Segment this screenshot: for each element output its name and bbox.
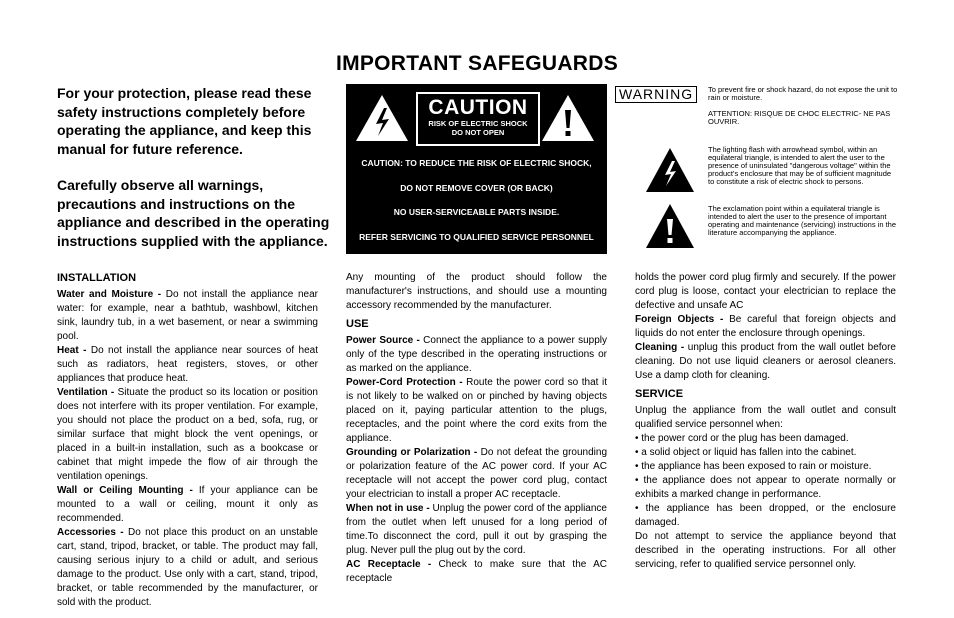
use-item: Power Source - Connect the appliance to a power supply only of the type described in the operating instructions or as marked on the appliance.	[346, 335, 607, 374]
lightning-explanation: The lighting flash with arrowhead symbol, within an equilateral triangle, is intended to alert the user to the presence of uninsulated "dangerous voltage" within the product's enclosure that may be of sufficient magnitude to constitute a risk of electric shock to persons.	[708, 145, 892, 186]
service-intro: Unplug the appliance from the wall outlet and consult qualified service personnel when:	[635, 405, 896, 430]
exclamation-explanation: The exclamation point within a equilateral triangle is intended to alert the user to the presence of important operating and maintenance (servicing) instructions in the literature accompanying the appliance.	[708, 204, 897, 237]
service-bullet: • the power cord or the plug has been damaged.	[635, 433, 849, 444]
caution-line: CAUTION: TO REDUCE THE RISK OF ELECTRIC SHOCK,	[361, 158, 592, 168]
intro-paragraph-2: Carefully observe all warnings, precautions and instructions on the appliance and described in the operating instructions supplied with the appliance.	[57, 177, 330, 249]
caution-panel	[416, 92, 540, 146]
service-bullet: • a solid object or liquid has fallen into the cabinet.	[635, 447, 857, 458]
caution-lines	[346, 158, 607, 256]
intro-section	[57, 84, 332, 268]
caution-word: CAUTION	[428, 96, 528, 119]
installation-heading: INSTALLATION	[57, 272, 137, 284]
installation-item: Ventilation - Situate the product so its location or position does not interfere with its proper ventilation. For example, you should not place the product on a bed, sofa, rug, or similar surface that might block the vent openings, or placed in a built-in installation, such as a bookcase or cabinet that might impede the flow of air through the ventilation openings.	[57, 387, 318, 482]
caution-label	[346, 84, 607, 254]
service-column	[635, 271, 896, 572]
installation-item: Wall or Ceiling Mounting - If your appliance can be mounted to a wall or ceiling, mount it only as recommended.	[57, 485, 318, 524]
caution-sub-2: DO NOT OPEN	[451, 128, 505, 137]
use-item: Foreign Objects - Be careful that foreign objects and liquids do not enter the enclosure through openings.	[635, 314, 896, 339]
service-bullet: • the appliance does not appear to operate normally or exhibits a marked change in performance.	[635, 475, 896, 500]
lightning-warning-icon	[354, 93, 410, 143]
warning-label: WARNING	[615, 86, 697, 103]
page-title: IMPORTANT SAFEGUARDS	[335, 52, 619, 75]
caution-line: DO NOT REMOVE COVER (OR BACK)	[400, 182, 553, 193]
exclamation-warning-icon	[540, 93, 596, 143]
caution-line: NO USER-SERVICEABLE PARTS INSIDE.	[393, 207, 560, 217]
use-heading: USE	[346, 318, 369, 330]
installation-item: Accessories - Do not place this product on an unstable cart, stand, tripod, bracket, or table. The product may fall, causing serious injury to a child or adult, and serious damage to the product. Use only with a cart, stand, tripod, bracket, or table recommended by the manufacturer, or sold with the product.	[57, 527, 318, 608]
mounting-lead: Any mounting of the product should follow the manufacturer's instructions, and should use a mounting accessory recommended by the manufacturer.	[346, 272, 607, 311]
installation-item: Water and Moisture - Do not install the appliance near water: for example, near a bathtub, washbowl, kitchen sink, laundry tub, in a wet basement, or near a swimming pool.	[57, 289, 318, 342]
warning-text: To prevent fire or shock hazard, do not expose the unit to rain or moisture.	[708, 85, 898, 102]
service-bullet: • the appliance has been exposed to rain or moisture.	[635, 461, 872, 472]
caution-line: REFER SERVICING TO QUALIFIED SERVICE PERSONNEL	[359, 231, 594, 242]
use-column	[346, 271, 607, 586]
intro-paragraph-1: For your protection, please read these safety instructions completely before operating the appliance, and keep this manual for future reference.	[57, 85, 312, 157]
use-item: Grounding or Polarization - Do not defeat the grounding or polarization feature of the AC power cord. If your AC receptacle will not accept the power cord plug, contact your electrician to install a proper AC receptacle.	[346, 447, 608, 500]
caution-sub-1: RISK OF ELECTRIC SHOCK	[428, 119, 528, 128]
lightning-triangle-icon	[645, 147, 695, 193]
installation-column	[57, 271, 318, 610]
receptacle-continued: holds the power cord plug firmly and securely. If the power cord plug is loose, contact your electrician to replace the defective and unsafe AC	[635, 272, 896, 311]
service-heading: SERVICE	[635, 388, 684, 400]
use-item: Cleaning - unplug this product from the wall outlet before cleaning. Do not use liquid cleaners or aerosol cleaners. Use a damp cloth for cleaning.	[635, 342, 896, 381]
installation-item: Heat - Do not install the appliance near sources of heat such as radiators, heat registers, stoves, or other appliances that produce heat.	[57, 345, 318, 384]
use-item: When not in use - Unplug the power cord of the appliance from the outlet when left unused for a long period of time.To disconnect the cord, pull it out by grasping the plug. Never pull the plug out by the cord.	[346, 503, 607, 556]
use-item: AC Receptacle - Check to make sure that the AC receptacle	[346, 559, 607, 584]
use-item: Power-Cord Protection - Route the power cord so that it is not likely to be walked on or pinched by having objects placed on it, paying particular attention to the plugs, receptacles, and the point where the cord exits from the appliance.	[346, 377, 607, 444]
attention-text: ATTENTION: RISQUE DE CHOC ELECTRIC- NE PAS OUVRIR.	[708, 109, 891, 126]
exclamation-triangle-icon	[645, 203, 695, 249]
service-bullet: • the appliance has been dropped, or the enclosure damaged.	[635, 503, 896, 528]
service-closing: Do not attempt to service the appliance beyond that described in the operating instructions. For all other servicing, refer to qualified service personnel only.	[635, 531, 896, 570]
